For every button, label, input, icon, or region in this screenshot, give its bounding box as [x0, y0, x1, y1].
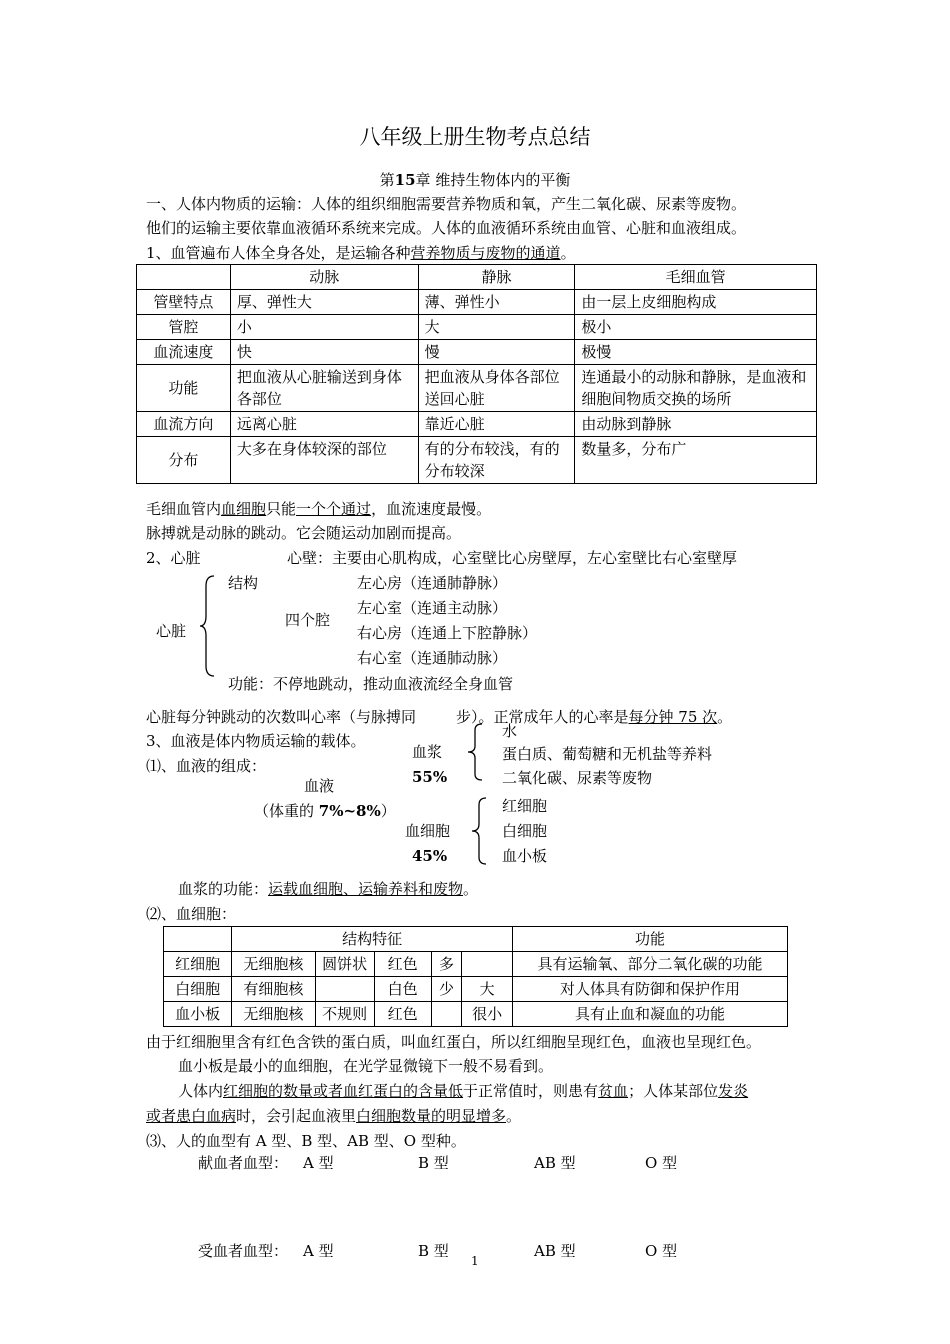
anemia-note-2: 或者患白血病时，会引起血液里白细胞数量的明显增多。 — [146, 1107, 522, 1125]
chamber-item: 右心房（连通上下腔静脉） — [357, 624, 538, 642]
donor-type: AB 型 — [534, 1154, 576, 1172]
table-row: 血流速度 快 慢 极慢 — [137, 340, 817, 365]
chapter-heading: 第15章 维持生物体内的平衡 — [379, 171, 571, 189]
plasma-function: 血浆的功能：运载血细胞、运输养料和废物。 — [178, 880, 479, 898]
cells-brace — [470, 796, 490, 866]
recipient-type: AB 型 — [534, 1242, 576, 1260]
four-chambers: 四个腔 — [285, 611, 331, 629]
table-row: 结构特征 功能 — [164, 927, 788, 952]
plasma-item: 蛋白质、葡萄糖和无机盐等养料 — [502, 745, 713, 763]
blood-root: 血液 — [304, 777, 335, 795]
cells-label: 血细胞 — [405, 822, 451, 840]
capillary-note: 毛细血管内血细胞只能一个个通过，血流速度最慢。 — [146, 500, 492, 518]
cell-item: 白细胞 — [502, 822, 548, 840]
heart-structure: 结构 — [228, 574, 259, 592]
plasma-percent: 55% — [412, 768, 448, 786]
recipient-type: B 型 — [418, 1242, 449, 1260]
heart-function: 功能：不停地跳动，推动血液流经全身血管 — [228, 675, 514, 693]
donor-label: 献血者血型： — [198, 1154, 289, 1172]
chamber-item: 左心室（连通主动脉） — [357, 599, 508, 617]
heart-label: 2、心脏 — [146, 549, 201, 567]
blood-cells-table — [163, 926, 788, 1027]
plasma-item: 水 — [502, 722, 518, 740]
vessels-line: 1、血管遍布人体全身各处，是运输各种营养物质与废物的通道。 — [146, 244, 576, 262]
cell-item: 红细胞 — [502, 797, 548, 815]
table-row: 功能 把血液从心脏输送到身体各部位 把血液从身体各部位送回心脏 连通最小的动脉和静脉，是血液和细胞间物质交换的场所 — [137, 365, 817, 412]
bloodtype-label: ⑶、人的血型有 A 型、B 型、AB 型、O 型种。 — [146, 1132, 466, 1150]
recipient-type: O 型 — [645, 1242, 678, 1260]
table-row: 动脉 静脉 毛细血管 — [137, 265, 817, 290]
page-title: 八年级上册生物考点总结 — [359, 125, 591, 149]
pulse-note: 脉搏就是动脉的跳动。它会随运动加剧而提高。 — [146, 524, 462, 542]
heart-root: 心脏 — [156, 622, 187, 640]
table-row: 管腔 小 大 极小 — [137, 315, 817, 340]
platelet-note: 血小板是最小的血细胞，在光学显微镜下一般不易看到。 — [178, 1057, 554, 1075]
cells-percent: 45% — [412, 847, 448, 865]
recipient-label: 受血者血型： — [198, 1242, 289, 1260]
blood-line: 3、血液是体内物质运输的载体。 — [146, 732, 366, 750]
heartrate-line: 心脏每分钟跳动的次数叫心率（与脉搏同 步）。正常成年人的心率是每分钟 75 次。 — [146, 708, 733, 726]
cells-section-label: ⑵、血细胞： — [146, 905, 237, 923]
plasma-brace — [466, 722, 486, 782]
table-row: 管壁特点 厚、弹性大 薄、弹性小 由一层上皮细胞构成 — [137, 290, 817, 315]
hemoglobin-note: 由于红细胞里含有红色含铁的蛋白质，叫血红蛋白，所以红细胞呈现红色，血液也呈现红色。 — [146, 1033, 762, 1051]
plasma-item: 二氧化碳、尿素等废物 — [502, 769, 653, 787]
plasma-label: 血浆 — [412, 743, 443, 761]
intro-line-1: 一、人体内物质的运输：人体的组织细胞需要营养物质和氧，产生二氧化碳、尿素等废物。 — [146, 195, 747, 213]
heart-brace — [198, 574, 218, 678]
composition-label: ⑴、血液的组成： — [146, 757, 267, 775]
page-number: 1 — [471, 1254, 479, 1268]
donor-type: O 型 — [645, 1154, 678, 1172]
table-row: 分布 大多在身体较深的部位 有的分布较浅，有的分布较深 数量多，分布广 — [137, 437, 817, 484]
intro-line-2: 他们的运输主要依靠血液循环系统来完成。人体的血液循环系统由血管、心脏和血液组成。 — [146, 219, 747, 237]
donor-type: B 型 — [418, 1154, 449, 1172]
chamber-item: 左心房（连通肺静脉） — [357, 574, 508, 592]
table-row: 血流方向 远离心脏 靠近心脏 由动脉到静脉 — [137, 412, 817, 437]
recipient-type: A 型 — [303, 1242, 334, 1260]
cell-item: 血小板 — [502, 847, 548, 865]
table-row: 血小板 无细胞核 不规则 红色 很小 具有止血和凝血的功能 — [164, 1002, 788, 1027]
anemia-note: 人体内红细胞的数量或者血红蛋白的含量低于正常值时，则患有贫血；人体某部位发炎 — [178, 1082, 749, 1100]
blood-weight: （体重的 7%~8%） — [254, 802, 396, 820]
table-row: 白细胞 有细胞核 白色 少 大 对人体具有防御和保护作用 — [164, 977, 788, 1002]
chamber-item: 右心室（连通肺动脉） — [357, 649, 508, 667]
table-row: 红细胞 无细胞核 圆饼状 红色 多 具有运输氧、部分二氧化碳的功能 — [164, 952, 788, 977]
donor-type: A 型 — [303, 1154, 334, 1172]
heart-wall: 心壁：主要由心肌构成，心室壁比心房壁厚，左心室壁比右心室壁厚 — [287, 549, 738, 567]
vessels-table — [136, 264, 817, 484]
